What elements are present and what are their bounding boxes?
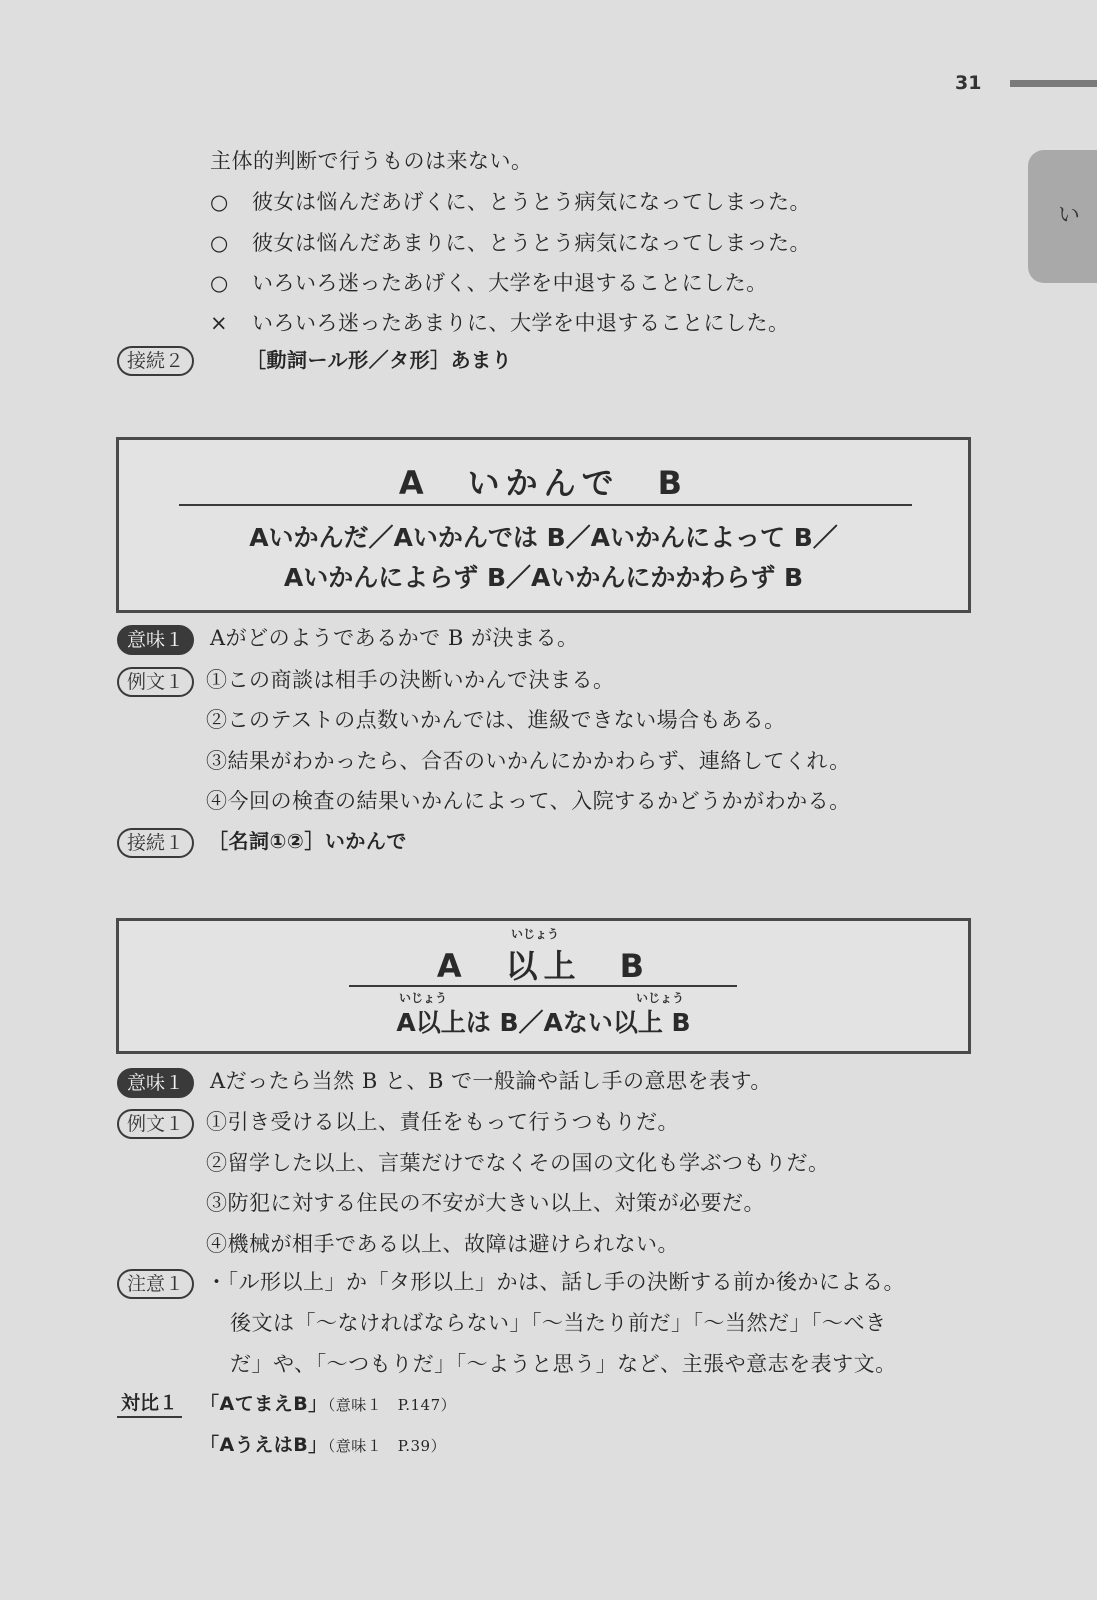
sub-ruby: いじょう — [399, 991, 448, 1005]
example-text: いろいろ迷ったあまりに、大学を中退することにした。 — [252, 311, 790, 335]
side-index-tab — [1028, 150, 1097, 283]
meaning-badge: 意味１ — [117, 1068, 194, 1098]
example-line — [210, 268, 768, 298]
example-line — [210, 187, 811, 217]
example-sentence: ②留学した以上、言葉だけでなくその国の文化も学ぶつもりだ。 — [206, 1151, 830, 1175]
entry-title: A 以上 B — [436, 947, 651, 985]
note-line: 後文は「〜なければならない」「〜当たり前だ」「〜当然だ」「〜べき — [230, 1311, 887, 1335]
example-sentence: ③防犯に対する住民の不安が大きい以上、対策が必要だ。 — [206, 1191, 765, 1215]
example-text: 彼女は悩んだあげくに、とうとう病気になってしまった。 — [252, 190, 811, 214]
circle-mark: ○ — [210, 271, 229, 295]
example-sentence: ④機械が相手である以上、故障は避けられない。 — [206, 1232, 679, 1256]
header-rule — [1010, 80, 1097, 87]
contrast-term: 「AてまえB」 — [200, 1393, 328, 1415]
example-line — [210, 228, 811, 258]
example-sentence: ③結果がわかったら、合否のいかんにかかわらず、連絡してくれ。 — [206, 749, 851, 773]
title-ruby: いじょう — [511, 927, 560, 941]
contrast-item — [200, 1429, 446, 1461]
example-sentence: ②このテストの点数いかんでは、進級できない場合もある。 — [206, 708, 786, 732]
entry-variant-line: Aいかんによらず B／Aいかんにかかわらず B — [283, 563, 804, 592]
circle-mark: ○ — [210, 190, 229, 214]
page-number: 31 — [955, 72, 982, 94]
entry-box-ikande — [116, 437, 971, 613]
example-sentence: ①引き受ける以上、責任をもって行うつもりだ。 — [206, 1110, 679, 1134]
connection-text: ［動詞ール形／タ形］あまり — [246, 348, 513, 372]
intro-text: 主体的判断で行うものは来ない。 — [210, 149, 533, 173]
note-line: ・「ル形以上」か「タ形以上」かは、話し手の決断する前か後かによる。 — [206, 1270, 905, 1294]
contrast-ref: （意味１ P.147） — [327, 1396, 457, 1414]
cross-mark: × — [210, 311, 229, 335]
examples-badge: 例文１ — [117, 1109, 194, 1139]
connection-badge: 接続２ — [117, 346, 194, 376]
contrast-badge: 対比１ — [117, 1390, 182, 1418]
examples-badge: 例文１ — [117, 667, 194, 697]
entry-box-ijou — [116, 918, 971, 1054]
entry-variant-line: Aいかんだ／Aいかんでは B／Aいかんによって B／ — [249, 523, 838, 552]
meaning-text: Aだったら当然 B と、B で一般論や話し手の意思を表す。 — [210, 1069, 772, 1093]
example-sentence: ④今回の検査の結果いかんによって、入院するかどうかがわかる。 — [206, 789, 851, 813]
side-tab-label: い — [1058, 203, 1081, 228]
sub-ruby: いじょう — [636, 991, 685, 1005]
entry-title: A いかんで B — [398, 464, 689, 502]
contrast-term: 「AうえはB」 — [200, 1434, 328, 1456]
example-text: 彼女は悩んだあまりに、とうとう病気になってしまった。 — [252, 231, 811, 255]
contrast-ref: （意味１ P.39） — [327, 1437, 447, 1455]
title-rule — [349, 985, 737, 987]
note-badge: 注意１ — [117, 1269, 194, 1299]
note-line: だ」や、「〜つもりだ」「〜ようと思う」など、主張や意志を表す文。 — [230, 1352, 897, 1376]
title-rule — [179, 504, 912, 506]
meaning-badge: 意味１ — [117, 625, 194, 655]
example-sentence: ①この商談は相手の決断いかんで決まる。 — [206, 668, 615, 692]
meaning-text: Aがどのようであるかで B が決まる。 — [210, 626, 579, 650]
circle-mark: ○ — [210, 231, 229, 255]
contrast-item — [200, 1388, 456, 1420]
example-text: いろいろ迷ったあげく、大学を中退することにした。 — [252, 271, 768, 295]
connection-text: ［名詞①②］いかんで — [208, 829, 407, 853]
entry-variant-line: A以上は B／Aない以上 B — [396, 1008, 691, 1037]
example-line — [210, 308, 790, 338]
connection-badge: 接続１ — [117, 828, 194, 858]
